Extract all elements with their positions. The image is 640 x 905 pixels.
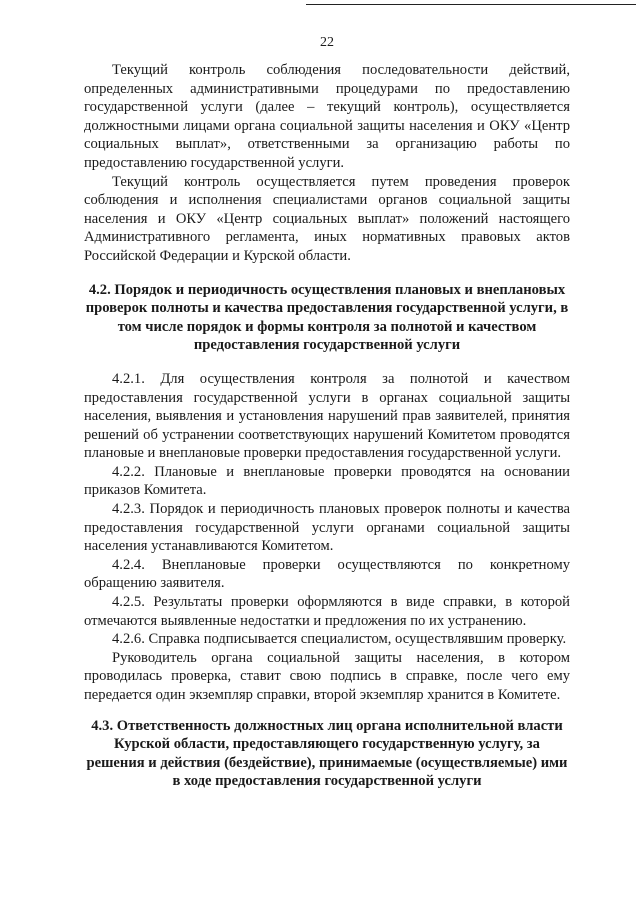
paragraph-manager-signature: Руководитель органа социальной защиты населения, в котором проводилась проверка, ставит свою подпись в справке, после чего ему передается один экземпляр справки, второй экземпляр хранится в Комитете. <box>84 649 570 703</box>
paragraph-4-2-1: 4.2.1. Для осуществления контроля за полнотой и качеством предоставления государственной услуги в органах социальной защиты населения, выявления и установления нарушений прав заявителей, принятия решений об устранении соответствующих нарушений Комитетом проводятся плановые и внеплановые проверки предоставления государственной услуги. <box>84 370 570 462</box>
top-rule <box>306 4 636 5</box>
paragraph-current-control-definition: Текущий контроль соблюдения последовательности действий, определенных административными процедурами по предоставлению государственной услуги (далее – текущий контроль), осуществляется должностными лицами органа социальной защиты населения и ОКУ «Центр социальных выплат», ответственными за организацию работы по предоставлению государственной услуги. <box>84 62 570 171</box>
section-heading-4-2: 4.2. Порядок и периодичность осуществления плановых и внеплановых проверок полноты и качества предоставления государственной услуги, в том числе порядок и формы контроля за полнотой и качеством предоставления государственной услуги <box>85 281 569 354</box>
paragraph-4-2-5: 4.2.5. Результаты проверки оформляются в виде справки, в которой отмечаются выявленные недостатки и предложения по их устранению. <box>84 594 570 629</box>
paragraph-4-2-6: 4.2.6. Справка подписывается специалистом, осуществлявшим проверку. <box>112 631 567 648</box>
paragraph-current-control-method: Текущий контроль осуществляется путем проведения проверок соблюдения и исполнения специалистами органов социальной защиты населения и ОКУ «Центр социальных выплат» положений настоящего Административного регламента, иных нормативных правовых актов Российской Федерации и Курской области. <box>84 173 570 264</box>
document-page <box>84 34 570 791</box>
paragraph-4-2-3: 4.2.3. Порядок и периодичность плановых проверок полноты и качества предоставления государственной услуги органами социальной защиты населения устанавливаются Комитетом. <box>84 501 570 555</box>
paragraph-4-2-4: 4.2.4. Внеплановые проверки осуществляются по конкретному обращению заявителя. <box>84 556 570 592</box>
paragraph-4-2-2: 4.2.2. Плановые и внеплановые проверки проводятся на основании приказов Комитета. <box>84 463 570 499</box>
section-heading-4-3: 4.3. Ответственность должностных лиц органа исполнительной власти Курской области, предоставляющего государственную услугу, за решения и действия (бездействие), принимаемые (осуществляемые) ими в ходе предоставления государственной услуги <box>86 717 568 790</box>
page-number: 22 <box>320 35 334 50</box>
